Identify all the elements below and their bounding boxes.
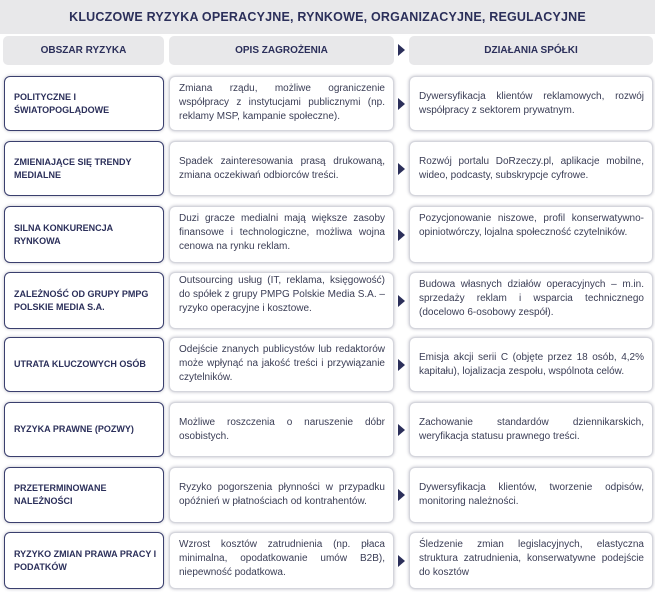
header-actions: DZIAŁANIA SPÓŁKI <box>409 36 653 65</box>
risk-description: Duzi gracze medialni mają większe zasoby finansowe i technologiczne, możliwa wojna cenowa na rynku reklam. <box>169 206 394 263</box>
risk-area: ZALEŻNOŚĆ OD GRUPY PMPG POLSKIE MEDIA S.A. <box>4 272 164 329</box>
arrow-right-icon <box>398 229 405 241</box>
arrow-right-icon <box>398 163 405 175</box>
risk-area: POLITYCZNE I ŚWIATOPOGLĄDOWE <box>4 76 164 131</box>
header-arrow-icon <box>398 44 405 56</box>
risk-area: SILNA KONKURENCJA RYNKOWA <box>4 206 164 263</box>
risk-area: PRZETERMINOWANE NALEŻNOŚCI <box>4 467 164 523</box>
risk-description: Spadek zainteresowania prasą drukowaną, zmiana oczekiwań odbiorców treści. <box>169 141 394 196</box>
risk-area: RYZYKA PRAWNE (POZWY) <box>4 402 164 457</box>
risk-actions: Rozwój portalu DoRzeczy.pl, aplikacje mobilne, wideo, podcasty, subskrypcje cyfrowe. <box>409 141 653 196</box>
risk-area: ZMIENIAJĄCE SIĘ TRENDY MEDIALNE <box>4 141 164 196</box>
risk-actions: Zachowanie standardów dziennikarskich, weryfikacja statusu prawnego treści. <box>409 402 653 457</box>
risk-actions: Emisja akcji serii C (objęte przez 18 osób, 4,2% kapitału), lojalizacja zespołu, wspólnota celów. <box>409 337 653 392</box>
risk-description: Zmiana rządu, możliwe ograniczenie współpracy z instytucjami publicznymi (np. reklamy MSP, kampanie społeczne). <box>169 76 394 131</box>
arrow-right-icon <box>398 424 405 436</box>
risk-actions: Pozycjonowanie niszowe, profil konserwatywno-opiniotwórczy, lojalna społeczność czytelników. <box>409 206 653 263</box>
arrow-right-icon <box>398 98 405 110</box>
risk-actions: Dywersyfikacja klientów, tworzenie odpisów, monitoring należności. <box>409 467 653 523</box>
risk-actions: Dywersyfikacja klientów reklamowych, rozwój współpracy z sektorem prywatnym. <box>409 76 653 131</box>
risk-area: UTRATA KLUCZOWYCH OSÓB <box>4 337 164 392</box>
arrow-right-icon <box>398 555 405 567</box>
risk-description: Outsourcing usług (IT, reklama, księgowość) do spółek z grupy PMPG Polskie Media S.A. – ryzyko operacyjne i kosztowe. <box>169 272 394 329</box>
arrow-right-icon <box>398 295 405 307</box>
risk-description: Możliwe roszczenia o naruszenie dóbr osobistych. <box>169 402 394 457</box>
header-description: OPIS ZAGROŻENIA <box>169 36 394 65</box>
arrow-right-icon <box>398 359 405 371</box>
arrow-right-icon <box>398 489 405 501</box>
header-area: OBSZAR RYZYKA <box>3 36 164 65</box>
risk-description: Ryzyko pogorszenia płynności w przypadku opóźnień w płatnościach od kontrahentów. <box>169 467 394 523</box>
table-title: KLUCZOWE RYZYKA OPERACYJNE, RYNKOWE, ORGANIZACYJNE, REGULACYJNE <box>0 0 655 34</box>
risk-area: RYZYKO ZMIAN PRAWA PRACY I PODATKÓW <box>4 532 164 589</box>
risk-description: Wzrost kosztów zatrudnienia (np. płaca minimalna, opodatkowanie umów B2B), niepewność podatkowa. <box>169 532 394 589</box>
risk-actions: Śledzenie zmian legislacyjnych, elastyczna struktura zatrudnienia, konserwatywne podejście do kosztów <box>409 532 653 589</box>
risk-actions: Budowa własnych działów operacyjnych – m.in. sprzedaży reklam i wsparcia technicznego (docelowo 6-osobowy zespół). <box>409 272 653 329</box>
risk-description: Odejście znanych publicystów lub redaktorów może wpłynąć na jakość treści i przywiązanie czytelników. <box>169 337 394 392</box>
